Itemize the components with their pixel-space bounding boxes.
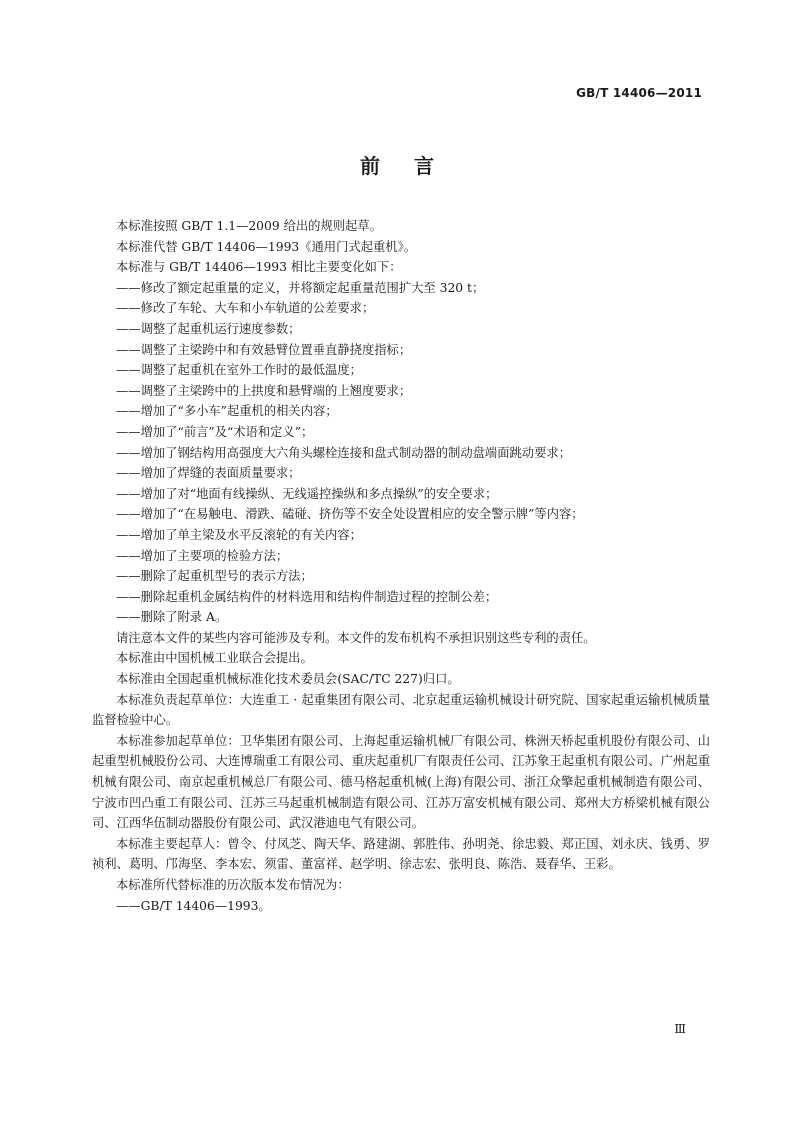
participating-units: 本标准参加起草单位：卫华集团有限公司、上海起重运输机械厂有限公司、株洲天桥起重机股份有限公司、山起重型机械股份公司、大连博瑞重工有限公司、重庆起重机厂有限责任公司、江苏象王起重机有限公司、广州起重机械有限公司、南京起重机械总厂有限公司、德马格起重机械(上海)有限公司、浙江众擎起重机械制造有限公司、宁波市凹凸重工有限公司、江苏三马起重机械制造有限公司、江苏万富安机械有限公司、郑州大方桥梁机械有限公司、江西华伍制动器股份有限公司、武汉港迪电气有限公司。 (92, 733, 710, 831)
page-number: Ⅲ (674, 1022, 686, 1036)
history-item: ——GB/T 14406—1993。 (116, 898, 271, 913)
change-item: ——修改了额定起重量的定义，并将额定起重量范围扩大至 320 t； (116, 280, 485, 295)
change-item: ——删除了起重机型号的表示方法； (116, 569, 313, 584)
intro-line: 本标准代替 GB/T 14406—1993《通用门式起重机》。 (116, 239, 417, 254)
history-label: 本标准所代替标准的历次版本发布情况为： (116, 878, 350, 892)
page-title: 前言 (360, 154, 468, 178)
change-item: ——增加了“多小车”起重机的相关内容； (116, 404, 338, 419)
change-item: ——增加了焊缝的表面质量要求； (116, 466, 301, 481)
change-item: ——增加了“在易触电、滑跌、磕碰、挤伤等不安全处设置相应的安全警示牌”等内容； (116, 507, 584, 522)
centralized-by: 本标准由全国起重机械标准化技术委员会(SAC/TC 227)归口。 (116, 672, 460, 687)
change-item: ——调整了起重机运行速度参数； (116, 321, 301, 336)
change-item: ——增加了对“地面有线操纵、无线遥控操纵和多点操纵”的安全要求； (116, 486, 498, 501)
drafting-units: 本标准负责起草单位：大连重工 · 起重集团有限公司、北京起重运输机械设计研究院、国家起重运输机械质量监督检验中心。 (92, 692, 710, 728)
standard-code: GB/T 14406—2011 (576, 86, 702, 100)
change-item: ——增加了“前言”及“术语和定义”； (116, 424, 314, 439)
intro-line: 本标准按照 GB/T 1.1—2009 给出的规则起草。 (116, 219, 382, 233)
drafters: 本标准主要起草人：曾令、付凤芝、陶天华、路建湖、郭胜伟、孙明尧、徐忠毅、郑正国、刘永庆、钱勇、罗祯利、葛明、邝海坚、李本宏、须雷、董富祥、赵学明、徐志宏、张明良、陈浩、聂春华、王彩。 (92, 836, 710, 872)
change-item: ——调整了主梁跨中和有效悬臂位置垂直静挠度指标； (116, 342, 412, 357)
change-item: ——删除起重机金属结构件的材料选用和结构件制造过程的控制公差； (116, 589, 498, 604)
change-item: ——删除了附录 A。 (116, 610, 228, 625)
change-item: ——增加了主要项的检验方法； (116, 548, 289, 563)
document-body (92, 216, 710, 916)
proposed-by: 本标准由中国机械工业联合会提出。 (116, 651, 313, 666)
intro-line: 本标准与 GB/T 14406—1993 相比主要变化如下： (116, 260, 402, 275)
change-item: ——调整了起重机在室外工作时的最低温度； (116, 363, 362, 378)
change-item: ——增加了单主梁及水平反滚轮的有关内容； (116, 527, 362, 542)
change-item: ——修改了车轮、大车和小车轨道的公差要求； (116, 301, 375, 316)
change-item: ——增加了钢结构用高强度大六角头螺栓连接和盘式制动器的制动盘端面跳动要求； (116, 445, 571, 460)
change-item: ——调整了主梁跨中的上拱度和悬臂端的上翘度要求； (116, 383, 412, 398)
patent-note: 请注意本文件的某些内容可能涉及专利。本文件的发布机构不承担识别这些专利的责任。 (116, 630, 596, 645)
